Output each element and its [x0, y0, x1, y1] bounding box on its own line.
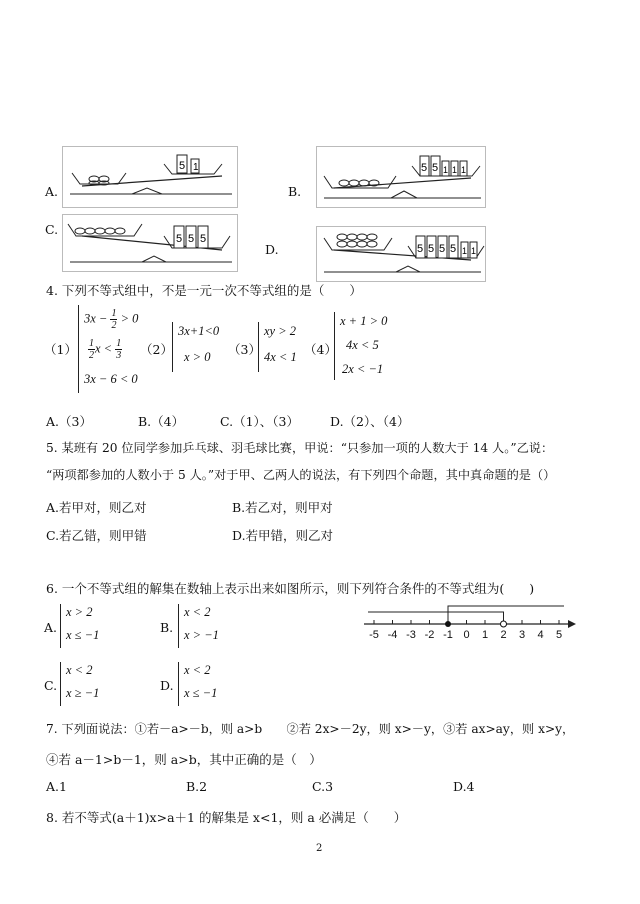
- tick-label-1: 1: [481, 629, 489, 641]
- svg-text:1: 1: [452, 165, 458, 175]
- ray-x-lt-2: [368, 612, 504, 624]
- svg-text:1: 1: [461, 165, 467, 175]
- q8-stem: 8. 若不等式(a＋1)x>a＋1 的解集是 x<1，则 a 必满足（ ）: [46, 810, 407, 825]
- q4-system-3-brace: [258, 322, 259, 372]
- q4-system-4-label: （4）: [304, 342, 337, 357]
- q3-balance-b: [316, 146, 486, 208]
- q7-choice-c[interactable]: C.3: [312, 779, 334, 794]
- svg-text:1: 1: [471, 246, 477, 256]
- q4-s1-line-3: 3x − 6 < 0: [84, 372, 138, 386]
- q6-a-line-2: x ≤ −1: [66, 628, 100, 642]
- q4-s1-line-1: 3x − $\frac{1}{2}$ > 0: [84, 308, 139, 331]
- q6-choice-d-label: D.: [160, 678, 174, 693]
- q4-s4-line-2: 4x < 5: [346, 338, 379, 352]
- q4-choice-b[interactable]: B.（4）: [138, 414, 185, 429]
- svg-text:5: 5: [179, 160, 186, 172]
- q3-balance-d: [316, 226, 486, 282]
- q6-choice-a-label: A.: [44, 620, 58, 635]
- q6-choice-b-label: B.: [160, 620, 174, 635]
- q5-stem-line-1: 5. 某班有 20 位同学参加乒乓球、羽毛球比赛，甲说：“只参加一项的人数大于 14 人。”乙说：: [46, 441, 554, 455]
- q4-system-4-brace: [334, 312, 335, 380]
- q4-s2-line-1: 3x+1<0: [178, 324, 220, 338]
- svg-text:5: 5: [450, 243, 457, 255]
- q4-system-1-label: （1）: [44, 342, 77, 357]
- q7-choice-a[interactable]: A.1: [46, 779, 67, 794]
- svg-text:5: 5: [428, 243, 435, 255]
- q5-choice-b[interactable]: B.若乙对，则甲对: [232, 500, 333, 515]
- q6-d-line-2: x ≤ −1: [184, 686, 218, 700]
- q4-s3-line-1: xy > 2: [264, 324, 297, 338]
- tick-label-0: 0: [463, 629, 470, 641]
- q4-choice-c[interactable]: C.（1）、（3）: [220, 414, 299, 429]
- q5-choice-a[interactable]: A.若甲对，则乙对: [46, 500, 147, 515]
- q7-stem-line-1: 7. 下列面说法：①若－a>－b，则 a>b ②若 2x>－2y，则 x>－y，③若 ax>ay，则 x>y，: [46, 722, 575, 736]
- q3-option-d-label: D.: [265, 242, 279, 257]
- q7-choice-b[interactable]: B.2: [186, 779, 208, 794]
- tick-label--2: -2: [424, 629, 435, 641]
- q3-balance-c: [62, 214, 238, 272]
- q5-choice-c[interactable]: C.若乙错，则甲错: [46, 528, 147, 543]
- axis-arrow: [568, 620, 576, 628]
- q5-stem-line-2: “两项都参加的人数小于 5 人。”对于甲、乙两人的说法，有下列四个命题，其中真命题的是（）: [46, 468, 556, 482]
- tick-label-3: 3: [518, 629, 526, 641]
- q6-choice-b-brace: [178, 604, 179, 648]
- tick-label--4: -4: [387, 629, 398, 641]
- q6-choice-d-brace: [178, 662, 179, 706]
- closed-point: [445, 621, 451, 627]
- q4-system-3-label: （3）: [228, 342, 261, 357]
- q4-choice-d[interactable]: D.（2）、（4）: [330, 414, 410, 429]
- q6-stem: 6. 一个不等式组的解集在数轴上表示出来如图所示，则下列符合条件的不等式组为( ): [46, 581, 535, 596]
- svg-text:5: 5: [176, 233, 183, 245]
- q4-s2-line-2: x > 0: [184, 350, 211, 364]
- q7-choice-d[interactable]: D.4: [453, 779, 475, 794]
- q6-b-line-2: x > −1: [184, 628, 219, 642]
- tick-label-2: 2: [500, 629, 507, 641]
- q6-d-line-1: x < 2: [184, 663, 211, 677]
- tick-label-5: 5: [555, 629, 563, 641]
- q4-choice-a[interactable]: A.（3）: [46, 414, 92, 429]
- svg-text:5: 5: [421, 162, 428, 174]
- q3-option-b-label: B.: [288, 184, 302, 199]
- q6-a-line-1: x > 2: [66, 605, 93, 619]
- ray-x-ge-minus1: [448, 606, 564, 624]
- q4-s4-line-3: 2x < −1: [342, 362, 384, 376]
- q6-choice-c-brace: [60, 662, 61, 706]
- svg-text:5: 5: [439, 243, 446, 255]
- q4-s3-line-2: 4x < 1: [264, 350, 297, 364]
- q3-balance-a: [62, 146, 238, 208]
- q6-c-line-2: x ≥ −1: [66, 686, 100, 700]
- q6-b-line-1: x < 2: [184, 605, 211, 619]
- svg-text:1: 1: [193, 162, 199, 173]
- tick-label--5: -5: [369, 629, 379, 641]
- q3-option-a-label: A.: [45, 184, 59, 199]
- svg-text:1: 1: [443, 165, 449, 175]
- open-point: [501, 621, 507, 627]
- svg-text:5: 5: [417, 243, 424, 255]
- svg-text:5: 5: [188, 233, 195, 245]
- q4-s4-line-1: x + 1 > 0: [340, 314, 388, 328]
- svg-text:5: 5: [200, 233, 207, 245]
- q4-system-2-brace: [172, 322, 173, 372]
- q4-s1-line-2: $\frac{1}{2}$ x < $\frac{1}{3}$: [89, 338, 122, 361]
- tick-label--1: -1: [443, 629, 453, 641]
- page-number: 2: [316, 843, 323, 854]
- svg-text:5: 5: [432, 162, 439, 174]
- q4-system-1-brace: [78, 305, 79, 393]
- q5-choice-d[interactable]: D.若甲错，则乙对: [232, 528, 334, 543]
- q6-choice-c-label: C.: [44, 678, 58, 693]
- tick-label--3: -3: [406, 629, 416, 641]
- q6-c-line-1: x < 2: [66, 663, 93, 677]
- q6-choice-a-brace: [60, 604, 61, 648]
- q4-stem: 4. 下列不等式组中，不是一元一次不等式组的是（ ）: [46, 283, 362, 298]
- tick-label-4: 4: [537, 629, 544, 641]
- q6-number-line: [360, 598, 580, 648]
- q7-stem-line-2: ④若 a－1>b－1，则 a>b，其中正确的是（ ）: [46, 752, 322, 767]
- q3-option-c-label: C.: [45, 222, 59, 237]
- svg-text:1: 1: [462, 246, 468, 256]
- q4-system-2-label: （2）: [140, 342, 173, 357]
